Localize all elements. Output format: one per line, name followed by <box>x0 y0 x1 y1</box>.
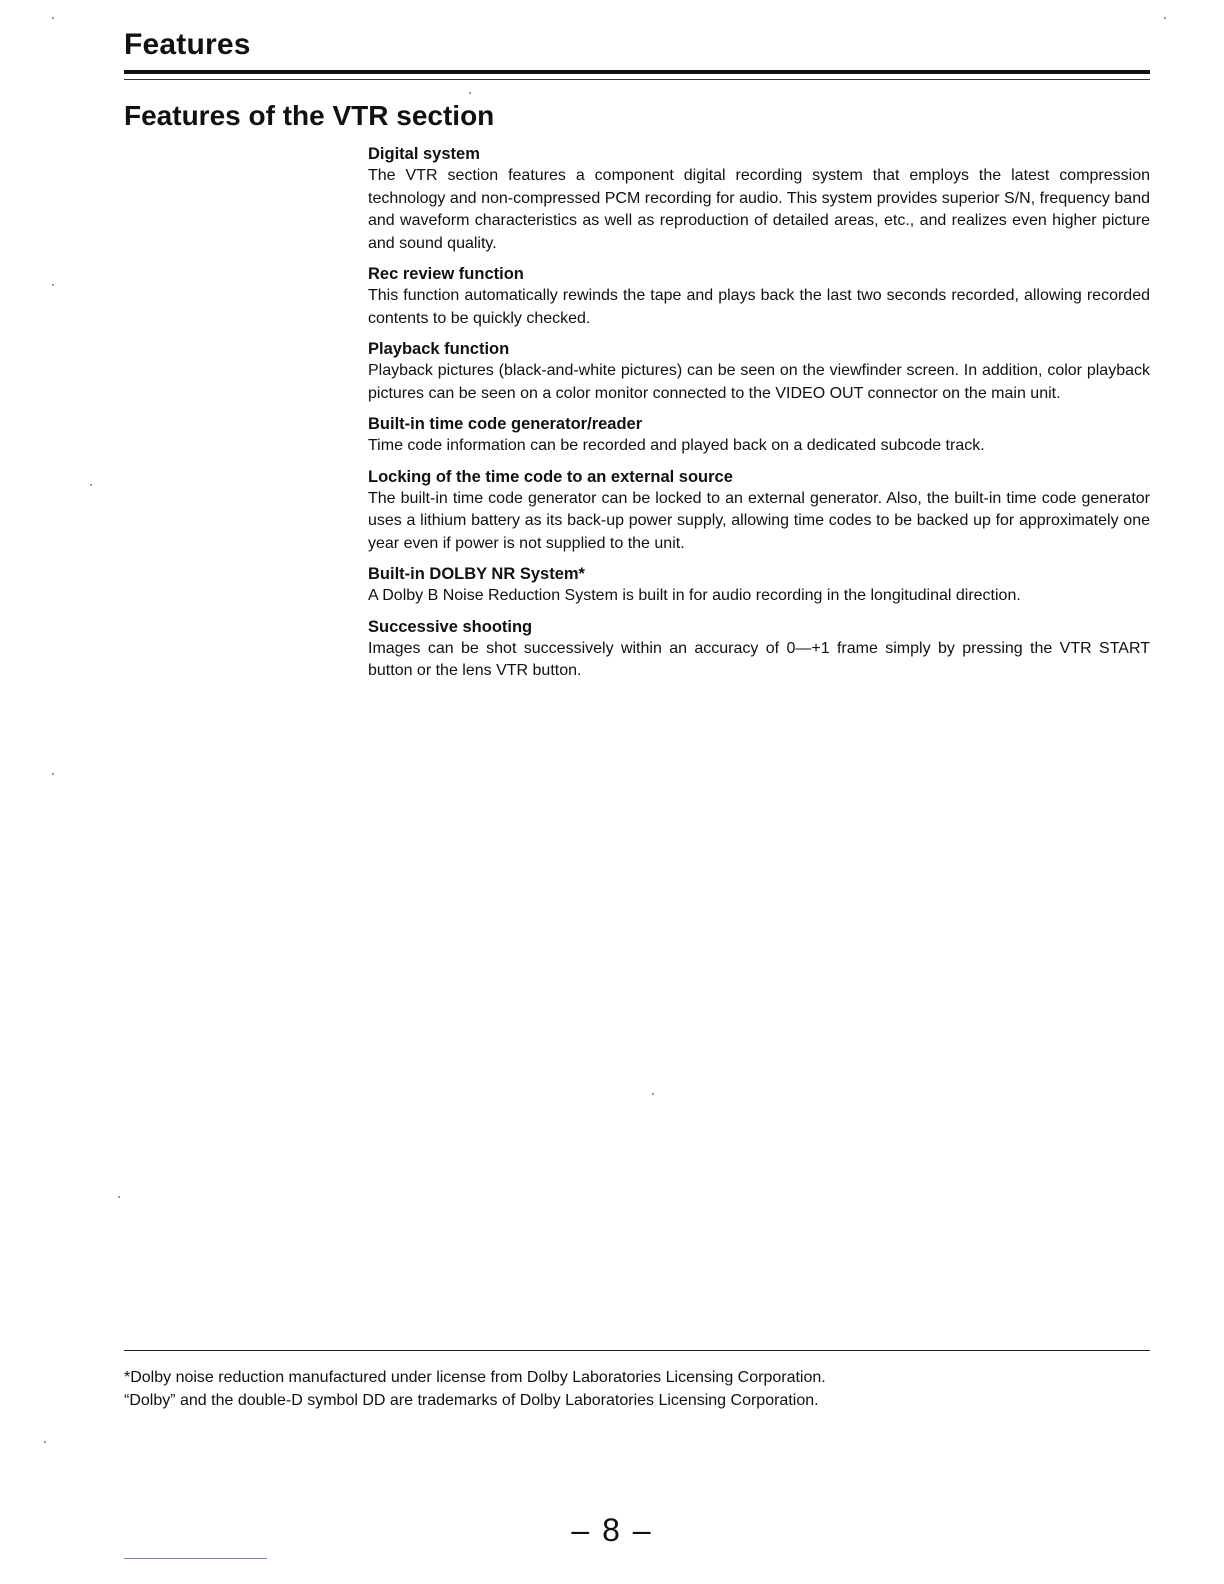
feature-text: The VTR section features a component digital recording system that employs the latest compression technology and non-compressed PCM recording for audio. This system provides superior S/N, frequency band and waveform characteristics as well as reproduction of detailed areas, etc., and realizes even higher picture and sound quality. <box>368 167 1150 252</box>
footnotes <box>124 1366 1150 1412</box>
bottom-link-rule <box>124 1558 267 1559</box>
feature-time-code-generator <box>368 413 1150 458</box>
feature-heading: Locking of the time code to an external source <box>368 467 733 486</box>
feature-heading: Rec review function <box>368 265 524 283</box>
feature-text: Images can be shot successively within an accuracy of 0—+1 frame simply by pressing the VTR START button or the lens VTR button. <box>368 639 1150 679</box>
scan-speck <box>52 773 54 775</box>
footnote-dolby-trademark: “Dolby” and the double-D symbol DD are trademarks of Dolby Laboratories Licensing Corporation. <box>124 1392 819 1409</box>
page-title: Features <box>124 28 251 61</box>
feature-rec-review <box>368 263 1150 330</box>
feature-text: The built-in time code generator can be locked to an external generator. Also, the built-in time code generator uses a lithium battery as its back-up power supply, allowing time codes to be backed up for approximately one year even if power is not supplied to the unit. <box>368 489 1150 552</box>
feature-heading: Built-in time code generator/reader <box>368 415 643 433</box>
features-list <box>368 143 1150 691</box>
section-title: Features of the VTR section <box>124 100 495 131</box>
scan-speck <box>90 484 92 486</box>
feature-heading: Successive shooting <box>368 617 533 636</box>
scan-speck <box>1164 17 1166 19</box>
feature-text: This function automatically rewinds the tape and plays back the last two seconds recorded, allowing recorded contents to be quickly checked. <box>368 287 1150 327</box>
footnote-divider <box>124 1350 1150 1351</box>
feature-time-code-lock <box>368 466 1150 556</box>
scan-speck <box>52 17 54 19</box>
footnote-dolby-license: *Dolby noise reduction manufactured under license from Dolby Laboratories Licensing Corporation. <box>124 1369 826 1386</box>
scan-speck <box>652 1093 654 1095</box>
scan-speck <box>469 92 471 94</box>
title-divider <box>124 70 1150 74</box>
scan-speck <box>44 1441 46 1443</box>
scan-speck <box>118 1196 120 1198</box>
page-number: – 8 – <box>571 1512 653 1548</box>
feature-heading: Digital system <box>368 145 480 163</box>
feature-dolby-nr <box>368 563 1150 608</box>
feature-text: Playback pictures (black-and-white pictures) can be seen on the viewfinder screen. In addition, color playback pictures can be seen on a color monitor connected to the VIDEO OUT connector on the main unit. <box>368 362 1150 402</box>
feature-heading: Playback function <box>368 340 510 358</box>
feature-heading: Built-in DOLBY NR System* <box>368 565 585 583</box>
feature-digital-system <box>368 143 1150 255</box>
title-divider-thin <box>124 79 1150 80</box>
feature-successive-shooting <box>368 616 1150 683</box>
feature-text: A Dolby B Noise Reduction System is built in for audio recording in the longitudinal direction. <box>368 587 1021 604</box>
feature-playback <box>368 338 1150 405</box>
feature-text: Time code information can be recorded and played back on a dedicated subcode track. <box>368 437 985 454</box>
scan-speck <box>52 284 54 286</box>
